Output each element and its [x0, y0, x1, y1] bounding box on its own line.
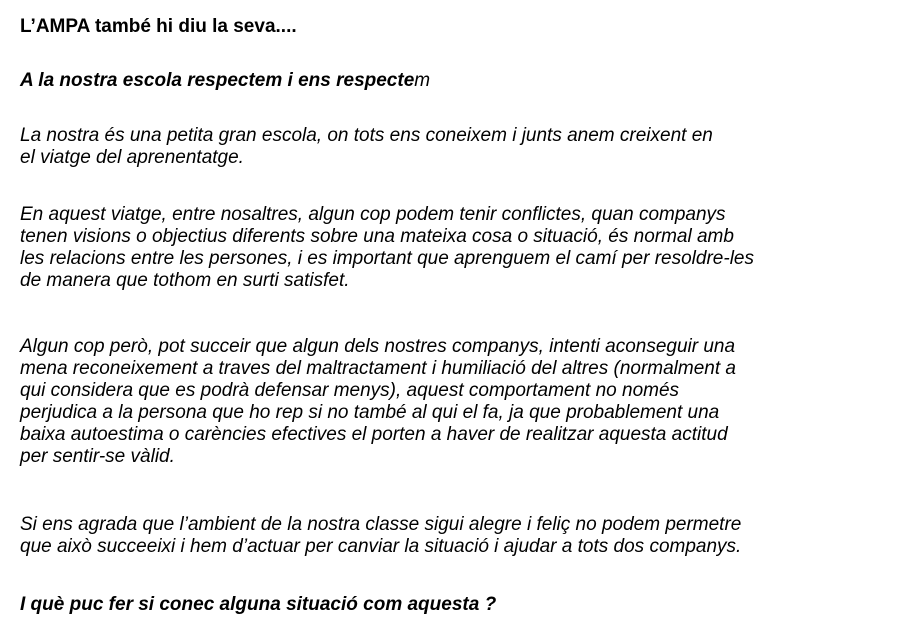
- paragraph-line: que això succeeixi i hem d’actuar per canviar la situació i ajudar a tots dos companys.: [20, 536, 742, 557]
- paragraph-line: baixa autoestima o carències efectives el porten a haver de realitzar aquesta actitud: [20, 424, 728, 445]
- paragraph-line: de manera que tothom en surti satisfet.: [20, 270, 350, 291]
- subtitle-bold-text: A la nostra escola respectem i ens respecte: [20, 70, 415, 91]
- subtitle-tail-text: m: [414, 70, 431, 91]
- paragraph-line: Algun cop però, pot succeir que algun dels nostres companys, intenti aconseguir una: [20, 336, 736, 357]
- paragraph-line: perjudica a la persona que ho rep si no també al qui el fa, ja que probablement una: [20, 402, 720, 423]
- document-subtitle: [20, 70, 430, 92]
- paragraph-line: qui considera que es podrà defensar menys), aquest comportament no només: [20, 380, 680, 401]
- paragraph-line: En aquest viatge, entre nosaltres, algun cop podem tenir conflictes, quan companys: [20, 204, 726, 225]
- paragraph-line: La nostra és una petita gran escola, on tots ens coneixem i junts anem creixent en: [20, 125, 713, 146]
- document-title: L’AMPA també hi diu la seva....: [20, 16, 297, 37]
- paragraph-line: mena reconeixement a traves del maltractament i humiliació del altres (normalment a: [20, 358, 736, 379]
- paragraph-line: el viatge del aprenentatge.: [20, 147, 244, 168]
- paragraph-bullying: [20, 336, 736, 468]
- paragraph-conflicts: [20, 204, 754, 292]
- paragraph-line: Si ens agrada que l’ambient de la nostra classe sigui alegre i feliç no podem permetre: [20, 514, 742, 535]
- paragraph-line: per sentir-se vàlid.: [20, 446, 175, 467]
- paragraph-line: les relacions entre les persones, i es important que aprenguem el camí per resoldre-les: [20, 248, 754, 269]
- closing-question: I què puc fer si conec alguna situació com aquesta ?: [20, 594, 497, 615]
- paragraph-classroom: [20, 514, 741, 558]
- paragraph-line: tenen visions o objectius diferents sobre una mateixa cosa o situació, és normal amb: [20, 226, 734, 247]
- paragraph-intro: [20, 125, 713, 169]
